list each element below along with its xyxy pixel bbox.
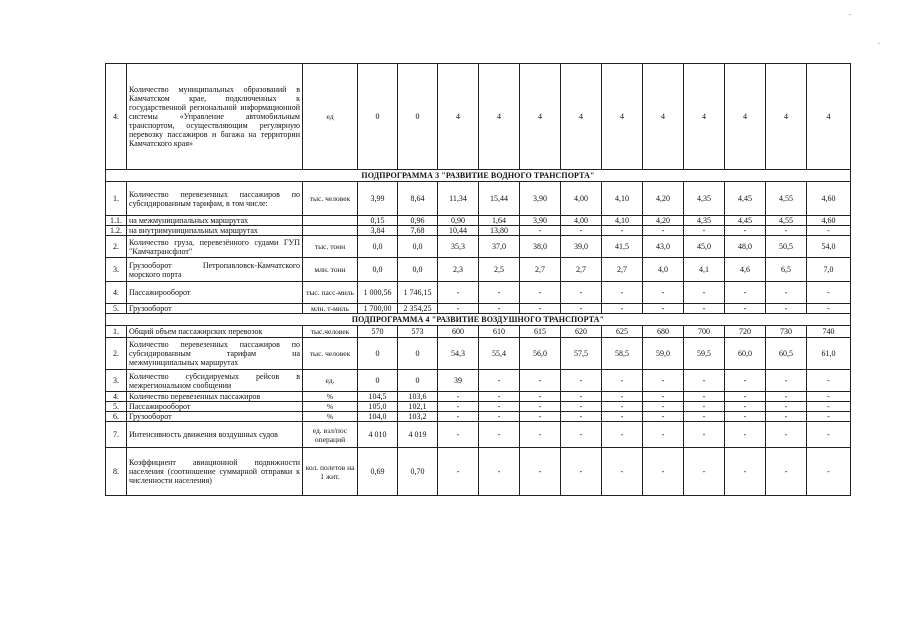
value-cell: -	[643, 402, 684, 412]
value-cell: -	[520, 448, 561, 496]
value-cell: -	[807, 226, 851, 236]
row-number: 4.	[106, 392, 127, 402]
indicator-name: Количество перевезенных пассажиров по субсидированным тарифам на межмуниципальных маршрутах	[127, 338, 303, 370]
value-cell: 2,5	[479, 258, 520, 282]
value-cell: 4,45	[725, 182, 766, 216]
value-cell: -	[684, 392, 725, 402]
row-number: 5.	[106, 402, 127, 412]
indicator-name: Грузооборот	[127, 304, 303, 314]
row-number: 2.	[106, 236, 127, 258]
value-cell: -	[561, 282, 602, 304]
value-cell: 4	[561, 64, 602, 170]
value-cell: -	[602, 448, 643, 496]
value-cell: -	[684, 282, 725, 304]
indicator-name: Количество перевезенных пассажиров	[127, 392, 303, 402]
value-cell: 102,1	[398, 402, 438, 412]
table-row	[106, 326, 851, 338]
value-cell: 4,20	[643, 216, 684, 226]
value-cell: 0,15	[358, 216, 398, 226]
value-cell: 2,7	[561, 258, 602, 282]
value-cell: 103,6	[398, 392, 438, 402]
unit-cell: ед.	[303, 370, 358, 392]
value-cell: 730	[766, 326, 807, 338]
value-cell: -	[520, 402, 561, 412]
value-cell: 4	[602, 64, 643, 170]
table-row	[106, 182, 851, 216]
value-cell: -	[479, 448, 520, 496]
value-cell: -	[725, 392, 766, 402]
value-cell: 61,0	[807, 338, 851, 370]
value-cell: -	[643, 422, 684, 448]
table-row	[106, 422, 851, 448]
value-cell: 2,7	[520, 258, 561, 282]
row-number: 8.	[106, 448, 127, 496]
value-cell: -	[520, 412, 561, 422]
value-cell: 625	[602, 326, 643, 338]
unit-cell: %	[303, 402, 358, 412]
indicator-name: Пассажирооборот	[127, 402, 303, 412]
value-cell: -	[725, 282, 766, 304]
value-cell: -	[479, 282, 520, 304]
unit-cell: тыс. человек	[303, 182, 358, 216]
unit-cell: %	[303, 412, 358, 422]
value-cell: -	[643, 226, 684, 236]
value-cell: -	[602, 304, 643, 314]
value-cell: 59,0	[643, 338, 684, 370]
value-cell: -	[766, 392, 807, 402]
value-cell: 57,5	[561, 338, 602, 370]
table-row	[106, 338, 851, 370]
subprogram-title: ПОДПРОГРАММА 4 "РАЗВИТИЕ ВОЗДУШНОГО ТРАНСПОРТА"	[106, 314, 851, 326]
value-cell: 56,0	[520, 338, 561, 370]
indicator-name: Коэффициент авиационной подвижности населения (соотношение суммарной отправки к численности населения)	[127, 448, 303, 496]
value-cell: 15,44	[479, 182, 520, 216]
value-cell: -	[438, 392, 479, 402]
value-cell: -	[561, 422, 602, 448]
value-cell: -	[438, 282, 479, 304]
value-cell: 103,2	[398, 412, 438, 422]
value-cell: 0,69	[358, 448, 398, 496]
value-cell: 4,35	[684, 216, 725, 226]
table-row	[106, 64, 851, 170]
unit-cell: тыс.человек	[303, 326, 358, 338]
row-number: 1.	[106, 182, 127, 216]
value-cell: 4	[479, 64, 520, 170]
value-cell: 4,45	[725, 216, 766, 226]
value-cell: -	[602, 370, 643, 392]
indicator-name: Количество груза, перевезённого судами ГУП "Камчатрансфлот"	[127, 236, 303, 258]
value-cell: 0,96	[398, 216, 438, 226]
value-cell: 4,35	[684, 182, 725, 216]
value-cell: 4,1	[684, 258, 725, 282]
value-cell: -	[643, 392, 684, 402]
value-cell: -	[438, 304, 479, 314]
table-row	[106, 282, 851, 304]
value-cell: 38,0	[520, 236, 561, 258]
row-number: 1.1.	[106, 216, 127, 226]
value-cell: -	[807, 392, 851, 402]
value-cell: -	[520, 226, 561, 236]
value-cell: 0,0	[398, 236, 438, 258]
value-cell: 104,0	[358, 412, 398, 422]
value-cell: 105,0	[358, 402, 398, 412]
value-cell: 1 700,00	[358, 304, 398, 314]
value-cell: 2,3	[438, 258, 479, 282]
value-cell: -	[725, 422, 766, 448]
value-cell: -	[684, 448, 725, 496]
table-row	[106, 216, 851, 226]
value-cell: -	[725, 304, 766, 314]
value-cell: 4,10	[602, 216, 643, 226]
unit-cell	[303, 216, 358, 226]
value-cell: -	[766, 304, 807, 314]
unit-cell: кол. полетов на 1 жит.	[303, 448, 358, 496]
value-cell: -	[684, 370, 725, 392]
value-cell: -	[479, 422, 520, 448]
value-cell: -	[807, 422, 851, 448]
value-cell: 55,4	[479, 338, 520, 370]
value-cell: 0,0	[358, 258, 398, 282]
value-cell: 11,34	[438, 182, 479, 216]
value-cell: -	[807, 304, 851, 314]
value-cell: 4	[766, 64, 807, 170]
value-cell: -	[643, 304, 684, 314]
value-cell: -	[725, 370, 766, 392]
value-cell: 58,5	[602, 338, 643, 370]
value-cell: 43,0	[643, 236, 684, 258]
value-cell: -	[438, 448, 479, 496]
value-cell: -	[766, 448, 807, 496]
value-cell: 573	[398, 326, 438, 338]
value-cell: -	[602, 392, 643, 402]
value-cell: 7,68	[398, 226, 438, 236]
value-cell: -	[602, 282, 643, 304]
unit-cell: тыс. человек	[303, 338, 358, 370]
value-cell: -	[766, 412, 807, 422]
value-cell: 0	[398, 64, 438, 170]
value-cell: 39,0	[561, 236, 602, 258]
value-cell: -	[561, 304, 602, 314]
value-cell: 680	[643, 326, 684, 338]
value-cell: -	[643, 448, 684, 496]
value-cell: -	[602, 412, 643, 422]
value-cell: 2 354,25	[398, 304, 438, 314]
value-cell: -	[520, 282, 561, 304]
value-cell: -	[807, 412, 851, 422]
indicator-name: Количество перевезенных пассажиров по субсидированным тарифам, в том числе:	[127, 182, 303, 216]
scan-mark-right: .	[878, 37, 880, 46]
value-cell: 620	[561, 326, 602, 338]
row-number: 3.	[106, 370, 127, 392]
unit-cell	[303, 226, 358, 236]
value-cell: -	[602, 402, 643, 412]
unit-cell: млн. т-миль	[303, 304, 358, 314]
row-number: 4.	[106, 282, 127, 304]
indicator-name: Интенсивность движения воздушных судов	[127, 422, 303, 448]
value-cell: 50,5	[766, 236, 807, 258]
value-cell: -	[438, 422, 479, 448]
indicator-table-page	[105, 63, 850, 496]
unit-cell: %	[303, 392, 358, 402]
value-cell: 615	[520, 326, 561, 338]
value-cell: 60,0	[725, 338, 766, 370]
value-cell: 4	[520, 64, 561, 170]
value-cell: -	[602, 226, 643, 236]
value-cell: 0	[398, 338, 438, 370]
value-cell: -	[561, 402, 602, 412]
table-row	[106, 412, 851, 422]
value-cell: 4	[643, 64, 684, 170]
value-cell: 35,3	[438, 236, 479, 258]
value-cell: 2,7	[602, 258, 643, 282]
value-cell: 4,60	[807, 216, 851, 226]
table-row	[106, 226, 851, 236]
value-cell: 0,90	[438, 216, 479, 226]
value-cell: -	[602, 422, 643, 448]
value-cell: 104,5	[358, 392, 398, 402]
indicator-name: Общий объем пассажирских перевозок	[127, 326, 303, 338]
row-number: 2.	[106, 338, 127, 370]
table-row	[106, 258, 851, 282]
value-cell: -	[643, 412, 684, 422]
value-cell: -	[807, 370, 851, 392]
value-cell: -	[643, 370, 684, 392]
value-cell: -	[438, 402, 479, 412]
value-cell: 600	[438, 326, 479, 338]
value-cell: 1 000,56	[358, 282, 398, 304]
subprogram-header-row	[106, 314, 851, 326]
table-row	[106, 402, 851, 412]
value-cell: 39	[438, 370, 479, 392]
value-cell: -	[479, 402, 520, 412]
indicator-table	[105, 63, 851, 496]
value-cell: 740	[807, 326, 851, 338]
value-cell: -	[684, 304, 725, 314]
value-cell: 59,5	[684, 338, 725, 370]
value-cell: 60,5	[766, 338, 807, 370]
unit-cell: тыс. пасс-миль	[303, 282, 358, 304]
subprogram-header-row	[106, 170, 851, 182]
value-cell: 4,10	[602, 182, 643, 216]
value-cell: -	[520, 422, 561, 448]
row-number: 4.	[106, 64, 127, 170]
value-cell: 7,0	[807, 258, 851, 282]
value-cell: -	[725, 412, 766, 422]
indicator-name: на межмуниципальных маршрутах	[127, 216, 303, 226]
unit-cell: млн. тонн	[303, 258, 358, 282]
value-cell: 13,80	[479, 226, 520, 236]
value-cell: -	[479, 392, 520, 402]
value-cell: 45,0	[684, 236, 725, 258]
value-cell: 720	[725, 326, 766, 338]
value-cell: -	[684, 226, 725, 236]
value-cell: 4,6	[725, 258, 766, 282]
indicator-name: Количество муниципальных образований в Камчатском крае, подключенных к государственной региональной информационной системы «Управление автомобильным транспортом, осуществляющим регулярную перевозку пассажиров и багажа на территории Камчатского края»	[127, 64, 303, 170]
table-row	[106, 392, 851, 402]
value-cell: -	[561, 392, 602, 402]
value-cell: -	[766, 226, 807, 236]
value-cell: 570	[358, 326, 398, 338]
table-row	[106, 304, 851, 314]
value-cell: -	[766, 402, 807, 412]
value-cell: 4,00	[561, 216, 602, 226]
value-cell: -	[684, 422, 725, 448]
value-cell: 4,0	[643, 258, 684, 282]
unit-cell: ед	[303, 64, 358, 170]
value-cell: 4 019	[398, 422, 438, 448]
value-cell: -	[479, 412, 520, 422]
indicator-name: на внутримуниципальных маршрутах	[127, 226, 303, 236]
value-cell: -	[561, 370, 602, 392]
value-cell: 0,70	[398, 448, 438, 496]
indicator-name: Грузооборот Петропавловск-Камчатского морского порта	[127, 258, 303, 282]
value-cell: 4	[438, 64, 479, 170]
value-cell: 3,99	[358, 182, 398, 216]
value-cell: -	[766, 370, 807, 392]
unit-cell: тыс. тонн	[303, 236, 358, 258]
row-number: 1.	[106, 326, 127, 338]
value-cell: -	[438, 412, 479, 422]
value-cell: 0	[358, 338, 398, 370]
value-cell: -	[561, 448, 602, 496]
value-cell: -	[807, 282, 851, 304]
value-cell: 4,55	[766, 182, 807, 216]
value-cell: 700	[684, 326, 725, 338]
indicator-name: Количество субсидируемых рейсов в межрегиональном сообщении	[127, 370, 303, 392]
value-cell: 10,44	[438, 226, 479, 236]
value-cell: -	[643, 282, 684, 304]
value-cell: -	[725, 448, 766, 496]
value-cell: -	[684, 412, 725, 422]
value-cell: 610	[479, 326, 520, 338]
value-cell: -	[561, 226, 602, 236]
row-number: 5.	[106, 304, 127, 314]
value-cell: 3,90	[520, 216, 561, 226]
value-cell: -	[479, 370, 520, 392]
row-number: 7.	[106, 422, 127, 448]
row-number: 3.	[106, 258, 127, 282]
value-cell: 8,64	[398, 182, 438, 216]
value-cell: 3,90	[520, 182, 561, 216]
row-number: 6.	[106, 412, 127, 422]
value-cell: -	[479, 304, 520, 314]
indicator-name: Грузооборот	[127, 412, 303, 422]
value-cell: 0	[398, 370, 438, 392]
value-cell: 4,20	[643, 182, 684, 216]
table-row	[106, 370, 851, 392]
value-cell: 54,0	[807, 236, 851, 258]
value-cell: -	[520, 392, 561, 402]
value-cell: 4 010	[358, 422, 398, 448]
value-cell: -	[807, 402, 851, 412]
value-cell: -	[725, 226, 766, 236]
table-row	[106, 236, 851, 258]
value-cell: -	[807, 448, 851, 496]
value-cell: 0,0	[358, 236, 398, 258]
scan-mark-top: .	[849, 8, 851, 17]
unit-cell: ед. взл/пос операций	[303, 422, 358, 448]
value-cell: -	[766, 422, 807, 448]
value-cell: 4	[684, 64, 725, 170]
value-cell: 0	[358, 370, 398, 392]
value-cell: -	[520, 304, 561, 314]
value-cell: -	[520, 370, 561, 392]
value-cell: -	[684, 402, 725, 412]
value-cell: 4,60	[807, 182, 851, 216]
value-cell: -	[766, 282, 807, 304]
row-number: 1.2.	[106, 226, 127, 236]
value-cell: 48,0	[725, 236, 766, 258]
value-cell: 0	[358, 64, 398, 170]
table-row	[106, 448, 851, 496]
value-cell: 41,5	[602, 236, 643, 258]
value-cell: 6,5	[766, 258, 807, 282]
value-cell: 4,55	[766, 216, 807, 226]
value-cell: 4,00	[561, 182, 602, 216]
subprogram-title: ПОДПРОГРАММА 3 "РАЗВИТИЕ ВОДНОГО ТРАНСПОРТА"	[106, 170, 851, 182]
value-cell: -	[725, 402, 766, 412]
indicator-name: Пассажирооборот	[127, 282, 303, 304]
value-cell: 1 746,15	[398, 282, 438, 304]
value-cell: 4	[725, 64, 766, 170]
value-cell: 4	[807, 64, 851, 170]
value-cell: 1,64	[479, 216, 520, 226]
value-cell: 54,3	[438, 338, 479, 370]
value-cell: 3,84	[358, 226, 398, 236]
value-cell: -	[561, 412, 602, 422]
value-cell: 0,0	[398, 258, 438, 282]
value-cell: 37,0	[479, 236, 520, 258]
